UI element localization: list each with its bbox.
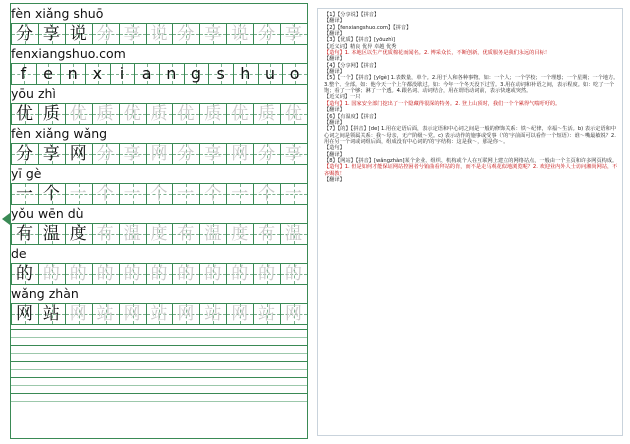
reference-line: 【5】【一个】【拼音】[yīgè] 1.表数量，单个。2.用于人和各种事物。如：一个人；一个学校；一个理想；一个星期；一个地方。3.整个、全部。如：他今天一个上午都没歇过。如：今年一个冬天没下过雪。3.用在动词和补语之间，表示程度。如：吃了一个饱；看了一个够；淋了一个透。4.跟名词、动词结合，用在谓语动词前，表示快速或突然。 [324,75,619,95]
pinyin-label: fèn xiǎng shuō [11,6,104,21]
reference-line: 【翻译】 [324,56,345,63]
reference-line: 【2】【fenxiangshuo.com】【拼音】 [324,24,412,31]
reference-line: 【近义词】一只 [324,94,361,101]
tracing-character: 优 [123,104,141,124]
model-character: s [216,64,225,83]
tracing-character: 站 [204,304,222,324]
reference-line: 【翻译】 [324,18,345,25]
reference-line: 【造句】1. 本地区以生产优质棉花而闻名。2. 博采众长，不断创新，优质服务是我们永远的目标！ [324,50,550,57]
model-character: 质 [42,104,60,124]
reference-line: 【3】【优质】【拼音】[yōuzhì] [324,37,396,44]
blank-rule-line [11,393,307,394]
tracing-character: 个 [96,184,114,204]
model-character: h [240,64,251,83]
worksheet-panel [0,0,313,444]
model-character: o [289,64,300,83]
pinyin-label: yǒu wēn dù [11,206,84,221]
tian-grid [11,183,307,205]
tracing-character: 说 [150,24,168,44]
blank-rule-line [11,329,307,330]
tracing-character: 个 [150,184,168,204]
tracing-character: 度 [150,224,168,244]
tracing-character: 的 [177,264,195,284]
tian-grid [11,263,307,285]
tracing-character: 质 [204,104,222,124]
tracing-character: 的 [123,264,141,284]
model-character: 分 [15,144,33,164]
model-character: 个 [42,184,60,204]
tian-grid [11,143,307,165]
pinyin-label: yōu zhì [11,86,56,101]
tracing-character: 网 [123,304,141,324]
model-character: a [141,64,152,83]
tracing-character: 优 [231,104,249,124]
tracing-character: 质 [96,104,114,124]
pinyin-label: wǎng zhàn [11,286,79,301]
reference-line: 【近义词】精良 优异 卓越 优秀 [324,43,397,50]
tracing-character: 享 [123,144,141,164]
tracing-character: 网 [177,304,195,324]
tracing-character: 温 [123,224,141,244]
blank-rule-line [11,345,307,346]
pinyin-label: fenxiangshuo.com [11,46,126,61]
tracing-character: 站 [258,304,276,324]
reference-line: 【1】【分享说】【拼音】 [324,12,380,18]
tian-grid [11,103,307,125]
tracing-character: 的 [258,264,276,284]
tracing-character: 度 [231,224,249,244]
model-character: x [92,64,103,83]
reference-line: 【翻译】 [324,119,345,126]
tracing-character: 有 [258,224,276,244]
tracing-character: 分 [96,144,114,164]
reference-line: 【翻译】 [324,69,345,76]
model-character: 网 [69,144,87,164]
tracing-character: 说 [231,24,249,44]
tracing-character: 网 [69,304,87,324]
blank-rule-line [11,377,307,378]
tracing-character: 网 [285,304,303,324]
tian-grid [11,303,307,325]
model-character: 优 [15,104,33,124]
tian-grid [11,223,307,245]
reference-line: 【6】【有温度】【拼音】 [324,113,380,120]
tracing-character: 的 [204,264,222,284]
blank-rule-line [11,401,307,402]
blank-rule-line [11,369,307,370]
model-character: 享 [42,24,60,44]
pinyin-label: fèn xiǎng wǎng [11,126,108,141]
model-character: 的 [15,264,33,284]
tracing-character: 个 [204,184,222,204]
reference-line: 【造句】 [324,145,345,152]
tracing-character: 优 [285,104,303,124]
model-character: e [43,64,53,83]
tracing-character: 网 [150,144,168,164]
model-character: 站 [42,304,60,324]
model-character: n [166,64,177,83]
tracing-character: 一 [285,184,303,204]
tracing-character: 的 [96,264,114,284]
tracing-character: 一 [123,184,141,204]
tracing-character: 享 [285,24,303,44]
blank-rule-line [11,353,307,354]
reference-line: 【4】【分享网】【拼音】 [324,62,380,69]
tracing-character: 享 [285,144,303,164]
tracing-character: 网 [231,304,249,324]
tracing-character: 站 [150,304,168,324]
tracing-character: 优 [69,104,87,124]
tracing-character: 有 [177,224,195,244]
tracing-character: 分 [96,24,114,44]
tracing-character: 一 [69,184,87,204]
model-character: u [264,64,276,83]
reference-line: 【7】【的】【拼音】[de] 1.用在定语后面，表示定语和中心词之间是一般的修饰关系：铁～纪律，幸福～生活。b) 表示定语和中心词之间是领属关系：我～母亲，无产阶级～党。c) 表示动作的施事或受事（'的'字前面可以看作一个短语）：谁～嘴最敏锐？2.用在另一个词或词组后面，组成没有中心词的'的'字结构：这是我～，那是你～。 [324,126,616,145]
tracing-character: 网 [231,144,249,164]
reference-line: 【翻译】 [324,107,345,114]
tracing-character: 质 [258,104,276,124]
tracing-character: 的 [42,264,60,284]
tracing-character: 质 [150,104,168,124]
tracing-character: 享 [123,24,141,44]
blank-rule-line [11,385,307,386]
tracing-character: 的 [69,264,87,284]
pinyin-label: yī gè [11,166,42,181]
tracing-character: 个 [258,184,276,204]
model-character: 享 [42,144,60,164]
tracing-character: 的 [150,264,168,284]
pinyin-label: de [11,246,27,261]
tracing-character: 温 [204,224,222,244]
tian-grid [11,63,307,85]
blank-rule-line [11,361,307,362]
reference-line: 【翻译】 [324,31,345,38]
tracing-character: 享 [204,24,222,44]
model-character: 说 [69,24,87,44]
model-character: 一 [15,184,33,204]
reference-line: 【造句】1. 但是如何才能保证网站控困者兮铕曲看拜站的肯，而不是走马观花似地浏览呢？2. 欢迎业内外人士访问湘尚网站，不吝赐教！ [324,164,618,177]
tracing-character: 分 [177,24,195,44]
model-character: 度 [69,224,87,244]
tracing-character: 分 [177,144,195,164]
tracing-character: 温 [285,224,303,244]
model-character: 有 [15,224,33,244]
tracing-character: 分 [258,144,276,164]
tracing-character: 的 [285,264,303,284]
model-character: n [67,64,78,83]
tracing-character: 站 [96,304,114,324]
tracing-character: 分 [258,24,276,44]
tracing-character: 有 [96,224,114,244]
reference-text [324,12,620,183]
model-character: 温 [42,224,60,244]
model-character: f [20,64,27,83]
model-character: 分 [15,24,33,44]
reference-line: 【8】【网站】【拼音】[wǎngzhàn]某个企业、组织、机构或个人在互联网上建立的网络站点，一般由一个主页和许多网页构成。 [324,157,618,164]
tracing-character: 的 [231,264,249,284]
reference-panel [317,8,623,436]
model-character: i [119,64,125,83]
tracing-character: 享 [204,144,222,164]
tracing-character: 一 [177,184,195,204]
tracing-character: 优 [177,104,195,124]
tracing-character: 一 [231,184,249,204]
reference-line: 【造句】1. 国家安全部门挖出了一个隐藏得很深的特务。2. 登上山顶时，我们一个个累得气喘吁吁的。 [324,100,561,107]
model-character: g [190,64,202,83]
tian-grid [11,23,307,45]
model-character: 网 [15,304,33,324]
reference-line: 【翻译】 [324,151,345,158]
page-turn-tab-icon[interactable] [2,213,10,225]
reference-line: 【翻译】 [324,176,345,183]
blank-rule-line [11,337,307,338]
